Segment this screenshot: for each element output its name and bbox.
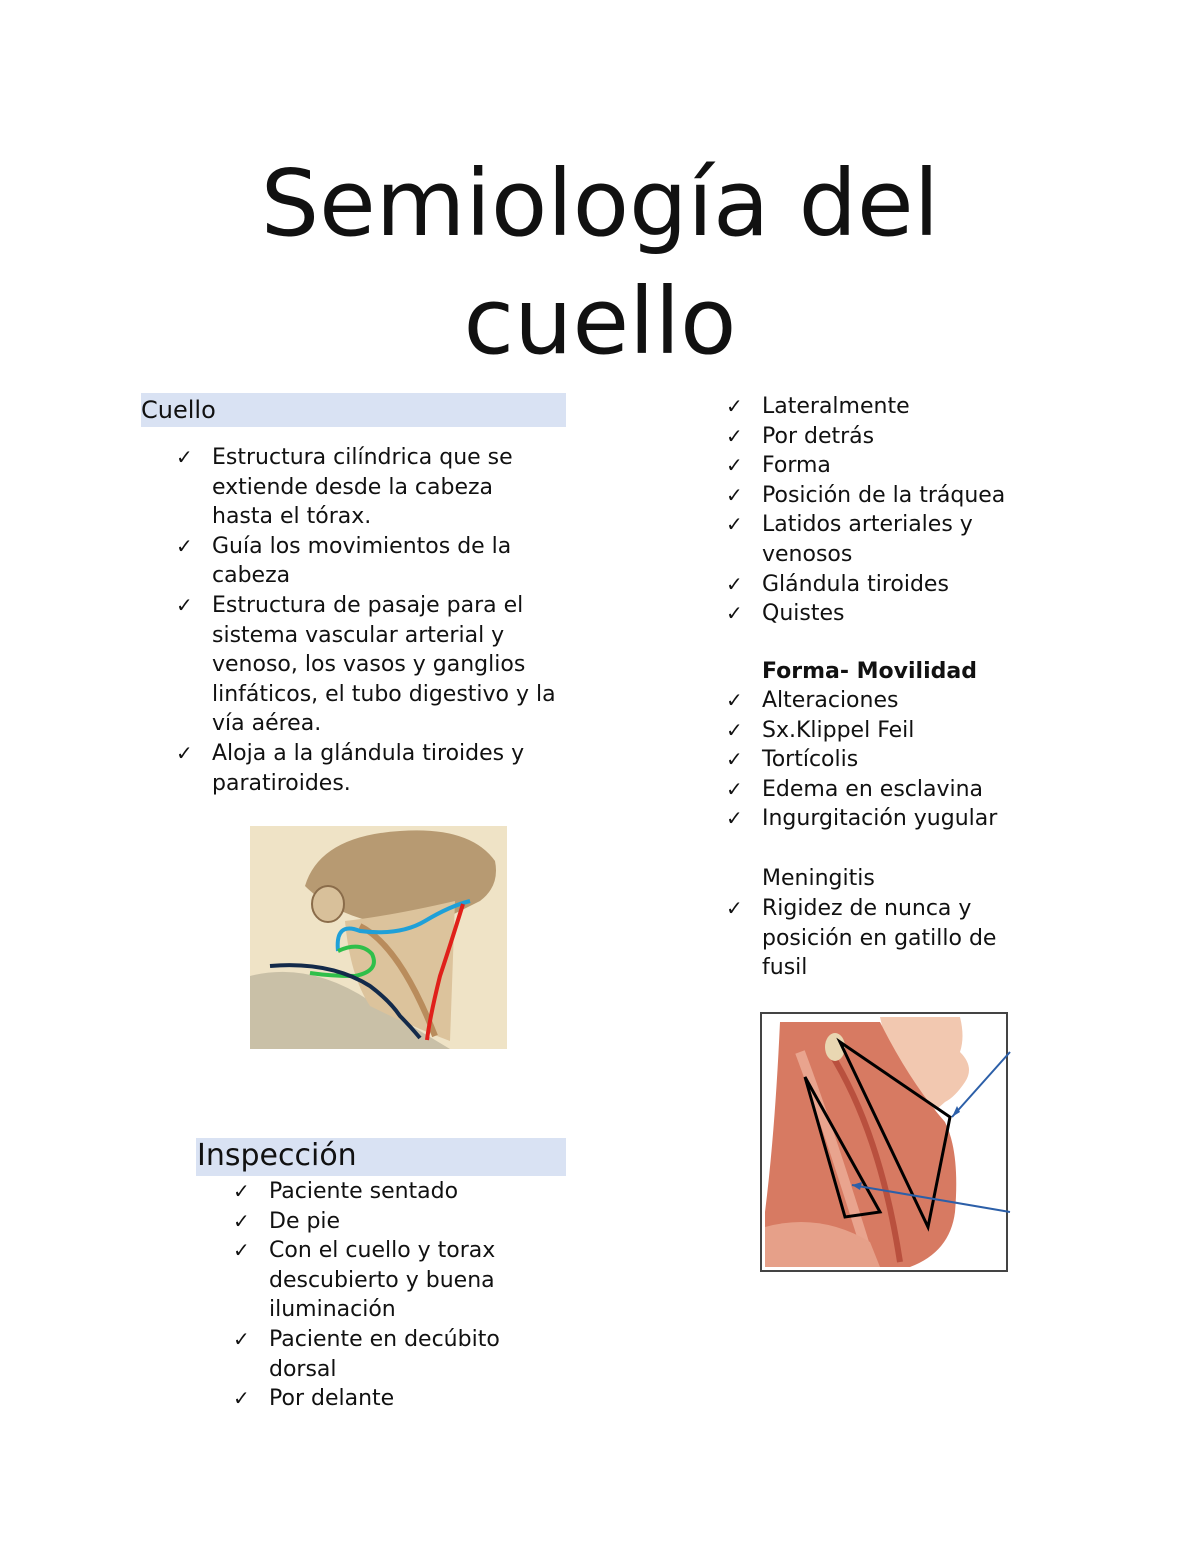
title-line-2: cuello: [463, 268, 737, 375]
cuello-heading: Cuello: [141, 396, 216, 424]
list-item-text: Quistes: [762, 601, 845, 627]
list-item-text: Aloja a la glándula tiroides y paratiroides.: [212, 740, 525, 796]
inspeccion-list: [233, 1177, 563, 1414]
list-item-text: Por delante: [269, 1386, 395, 1412]
list-item-text: Ingurgitación yugular: [762, 806, 998, 832]
list-item-text: Lateralmente: [762, 394, 910, 419]
check-icon: ✓: [233, 1326, 250, 1351]
list-item: [726, 686, 1046, 716]
cuello-list: [176, 443, 556, 798]
inspeccion-heading: Inspección: [197, 1138, 357, 1173]
check-icon: ✓: [726, 688, 743, 712]
list-item-text: Forma: [762, 453, 831, 479]
right-list: [726, 392, 1046, 629]
list-item-text: Paciente sentado: [269, 1179, 459, 1204]
check-icon: ✓: [176, 533, 193, 558]
list-item-text: Guía los movimientos de la cabeza: [212, 533, 512, 589]
list-item: [233, 1384, 563, 1414]
list-item: [233, 1207, 563, 1237]
list-item-text: Estructura de pasaje para el sistema vascular arterial y venoso, los vasos y ganglios linfáticos, el tubo digestivo y la vía aérea.: [212, 592, 556, 737]
check-icon: ✓: [176, 592, 193, 617]
list-item: [726, 599, 1046, 629]
check-icon: ✓: [726, 512, 743, 537]
check-icon: ✓: [726, 717, 743, 742]
forma-movilidad-list: [726, 686, 1046, 834]
list-item: [726, 745, 1046, 775]
meningitis-list: [726, 894, 1026, 983]
ear-shape: [312, 886, 344, 922]
list-item-text: Estructura cilíndrica que se extiende desde la cabeza hasta el tórax.: [212, 445, 513, 530]
check-icon: ✓: [726, 601, 743, 626]
meningitis-heading: Meningitis: [762, 866, 875, 891]
page-title: [0, 145, 1200, 381]
check-icon: ✓: [176, 445, 193, 469]
check-icon: ✓: [176, 740, 193, 765]
list-item-text: Edema en esclavina: [762, 776, 984, 802]
list-item: [176, 443, 556, 532]
check-icon: ✓: [726, 394, 743, 418]
list-item: [726, 481, 1046, 511]
list-item-text: Posición de la tráquea: [762, 482, 1006, 508]
list-item: [176, 532, 556, 591]
check-icon: ✓: [233, 1238, 250, 1263]
check-icon: ✓: [726, 776, 743, 801]
list-item: [726, 451, 1046, 481]
check-icon: ✓: [233, 1208, 250, 1233]
list-item-text: De pie: [269, 1208, 341, 1234]
list-item: [726, 894, 1026, 983]
list-item: [726, 422, 1046, 452]
list-item-text: Por detrás: [762, 423, 875, 449]
list-item-text: Paciente en decúbito dorsal: [269, 1326, 500, 1382]
list-item-text: Con el cuello y torax descubierto y buena iluminación: [269, 1238, 496, 1323]
check-icon: ✓: [726, 453, 743, 478]
list-item-text: Alteraciones: [762, 688, 899, 713]
list-item: [176, 591, 556, 739]
list-item: [726, 570, 1046, 600]
check-icon: ✓: [726, 747, 743, 772]
title-line-1: Semiología del: [260, 150, 940, 257]
list-item: [176, 739, 556, 798]
forma-movilidad-heading: Forma- Movilidad: [762, 659, 977, 684]
check-icon: ✓: [233, 1179, 250, 1203]
list-item-text: Tortícolis: [762, 747, 859, 773]
list-item: [726, 775, 1046, 805]
list-item-text: Glándula tiroides: [762, 571, 949, 597]
list-item: [233, 1177, 563, 1207]
check-icon: ✓: [233, 1386, 250, 1411]
list-item: [726, 510, 1046, 569]
check-icon: ✓: [726, 482, 743, 507]
check-icon: ✓: [726, 806, 743, 831]
list-item: [726, 716, 1046, 746]
list-item-text: Rigidez de nunca y posición en gatillo de fusil: [762, 896, 997, 981]
list-item: [233, 1325, 563, 1384]
neck-illustration-1: [250, 826, 507, 1049]
list-item: [726, 392, 1046, 422]
neck-illustration-2: [760, 1012, 1012, 1274]
list-item-text: Sx.Klippel Feil: [762, 717, 915, 743]
check-icon: ✓: [726, 896, 743, 920]
list-item: [233, 1236, 563, 1325]
list-item-text: Latidos arteriales y venosos: [762, 512, 973, 567]
check-icon: ✓: [726, 571, 743, 596]
list-item: [726, 804, 1046, 834]
check-icon: ✓: [726, 423, 743, 448]
